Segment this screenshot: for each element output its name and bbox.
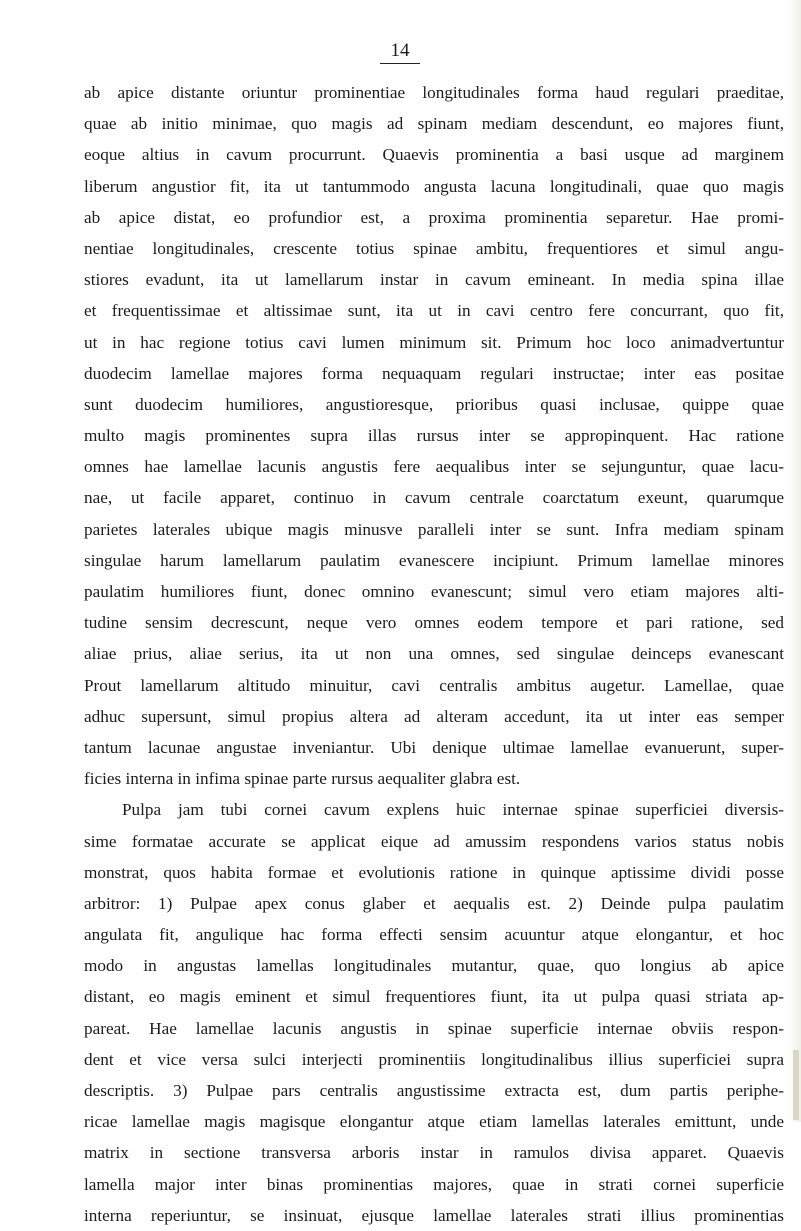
- text-line: et frequentissimae et altissimae sunt, ita ut in cavi centro fere concurrant, quo fit,: [84, 301, 784, 321]
- text-line: quae ab initio minimae, quo magis ad spinam mediam descendunt, eo majores fiunt,: [84, 114, 784, 134]
- text-line: ab apice distante oriuntur prominentiae longitudinales forma haud regulari praeditae,: [84, 83, 784, 102]
- text-line: ficies interna in infima spinae parte rursus aequaliter glabra est.: [84, 769, 521, 789]
- text-line: eoque altius in cavum procurrunt. Quaevis prominentia a basi usque ad marginem: [84, 145, 784, 165]
- text-line: arbitror: 1) Pulpae apex conus glaber et aequalis est. 2) Deinde pulpa paulatim: [84, 893, 784, 913]
- text-line: tantum lacunae angustae inveniantur. Ubi denique ultimae lamellae evanuerunt, super-: [84, 737, 784, 757]
- text-line: distant, eo magis eminent et simul frequentiores fiunt, ita ut pulpa quasi striata ap-: [84, 987, 784, 1007]
- text-line: adhuc supersunt, simul propius altera ad alteram accedunt, ita ut inter eas semper: [84, 706, 784, 726]
- text-line: nae, ut facile apparet, continuo in cavum centrale coarctatum exeunt, quarumque: [84, 488, 784, 508]
- text-line: descriptis. 3) Pulpae pars centralis angustissime extracta est, dum partis periphe-: [84, 1081, 784, 1100]
- text-line: modo in angustas lamellas longitudinales mutantur, quae, quo longius ab apice: [84, 956, 784, 976]
- text-line: dent et vice versa sulci interjecti prominentiis longitudinalibus illius superficiei supra: [84, 1049, 784, 1069]
- body-text: [84, 77, 784, 1231]
- text-line: multo magis prominentes supra illas rursus inter se appropinquent. Hac ratione: [84, 426, 784, 446]
- text-line: Pulpa jam tubi cornei cavum explens huic internae spinae superficiei diversis-: [122, 800, 784, 820]
- text-line: lamella major inter binas prominentias majores, quae in strati cornei superficie: [84, 1174, 784, 1194]
- text-line: singulae harum lamellarum paulatim evanescere incipiunt. Primum lamellae minores: [84, 550, 784, 570]
- text-line: sunt duodecim humiliores, angustioresque, prioribus quasi inclusae, quippe quae: [84, 394, 784, 414]
- text-line: ricae lamellae magis magisque elongantur atque etiam lamellas laterales emittunt, unde: [84, 1112, 784, 1132]
- text-line: Prout lamellarum altitudo minuitur, cavi centralis ambitus augetur. Lamellae, quae: [84, 675, 784, 695]
- text-line: interna reperiuntur, se insinuat, ejusque lamellae laterales strati illius prominentias: [84, 1205, 784, 1225]
- text-line: aliae prius, aliae serius, ita ut non una omnes, sed singulae deinceps evanescant: [84, 644, 784, 664]
- page-number: 14: [380, 40, 420, 64]
- text-line: liberum angustior fit, ita ut tantummodo angusta lacuna longitudinali, quae quo magis: [84, 176, 784, 196]
- text-line: stiores evadunt, ita ut lamellarum instar in cavum emineant. In media spina illae: [84, 270, 784, 290]
- text-line: sime formatae accurate se applicat eique ad amussim respondens varios status nobis: [84, 831, 784, 851]
- page-edge-shadow: [789, 0, 801, 1122]
- text-line: parietes laterales ubique magis minusve paralleli inter se sunt. Infra mediam spinam: [84, 519, 784, 539]
- text-line: paulatim humiliores fiunt, donec omnino evanescunt; simul vero etiam majores alti-: [84, 582, 784, 601]
- text-line: monstrat, quos habita formae et evolutionis ratione in quinque aptissime dividi posse: [84, 862, 784, 882]
- text-line: ab apice distat, eo profundior est, a proxima prominentia separetur. Hae promi-: [84, 207, 784, 227]
- text-line: omnes hae lamellae lacunis angustis fere aequalibus inter se sejunguntur, quae lacu-: [84, 457, 784, 477]
- text-line: ut in hac regione totius cavi lumen minimum sit. Primum hoc loco animadvertuntur: [84, 332, 784, 352]
- text-line: angulata fit, angulique hac forma effecti sensim acuuntur atque elongantur, et hoc: [84, 925, 784, 945]
- text-line: nentiae longitudinales, crescente totius spinae ambitu, frequentiores et simul angu-: [84, 238, 784, 258]
- text-line: pareat. Hae lamellae lacunis angustis in spinae superficie internae obviis respon-: [84, 1018, 784, 1038]
- text-line: matrix in sectione transversa arboris instar in ramulos divisa apparet. Quaevis: [84, 1143, 784, 1163]
- text-line: tudine sensim decrescunt, neque vero omnes eodem tempore et pari ratione, sed: [84, 613, 784, 633]
- page-edge-mark: [793, 1050, 799, 1120]
- text-line: duodecim lamellae majores forma nequaquam regulari instructae; inter eas positae: [84, 363, 784, 383]
